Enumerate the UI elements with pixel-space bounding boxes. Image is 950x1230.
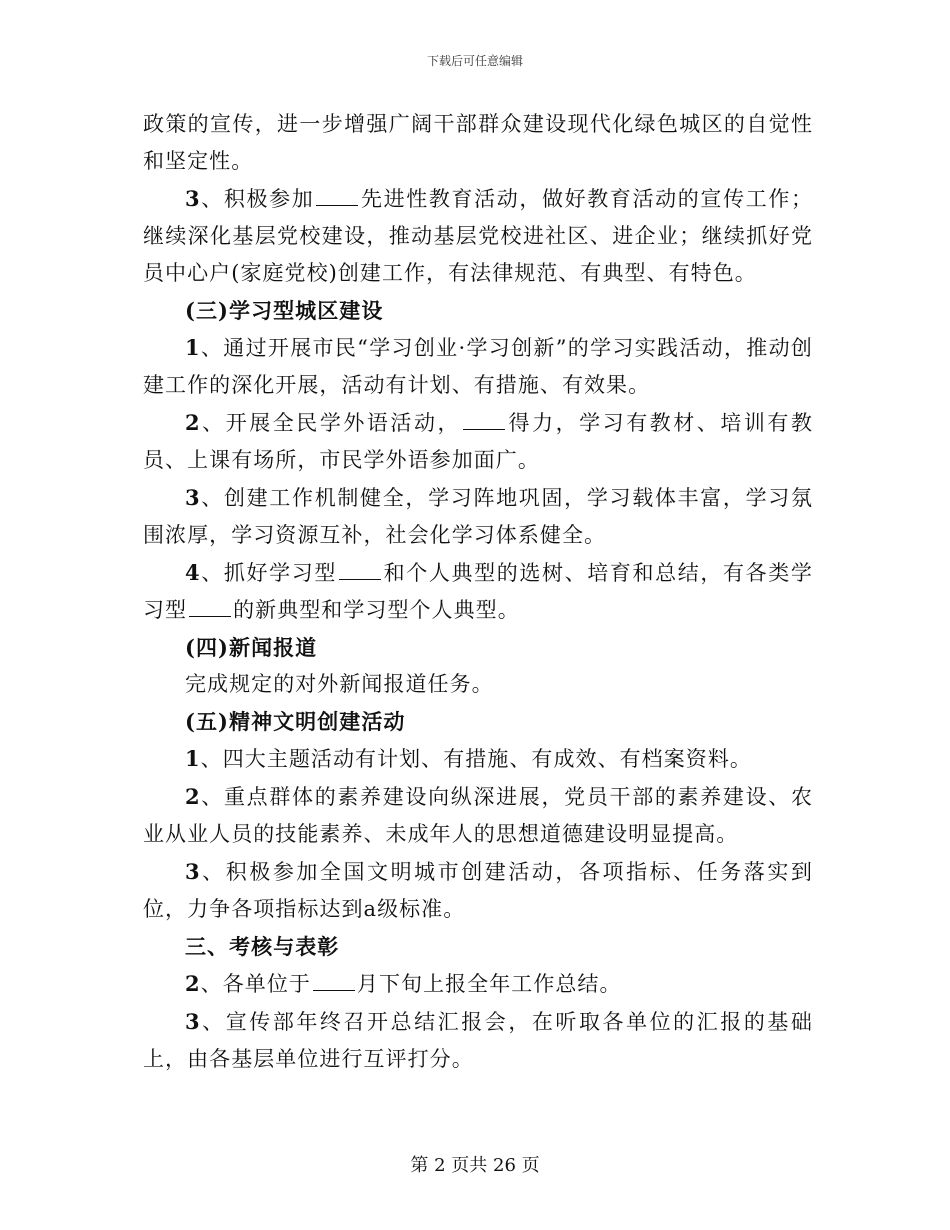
item-number: 2 [185,971,201,996]
page-number-footer: 第 2 页共 26 页 [410,1155,540,1176]
paragraph-text: 、重点群体的素养建设向纵深进展，党员干部的素养建设、农业从业人员的技能素养、未成年人的思想道德建设明显提高。 [143,785,813,846]
paragraph-text: 、通过开展市民“学习创业·学习创新”的学习实践活动，推动创建工作的深化开展，活动有计划、有措施、有效果。 [143,336,813,397]
paragraph-text: 、积极参加 [200,187,315,211]
paragraph-text: 、创建工作机制健全，学习阵地巩固，学习载体丰富，学习氛围浓厚，学习资源互补，社会化学习体系健全。 [143,486,813,547]
paragraph-news-task: 完成规定的对外新闻报道任务。 [185,672,494,696]
paragraph-advanced-education [143,180,813,292]
document-body [143,106,813,1078]
fill-in-blank [316,189,358,206]
item-number: 3 [185,186,201,211]
paragraph-text: 月下旬上报全年工作总结。 [356,972,622,996]
paragraph-civilized-city [143,853,813,928]
item-number: 4 [185,560,201,585]
section-heading-assessment: 三、考核与表彰 [185,934,340,959]
paragraph-learning-activity [143,329,813,404]
paragraph-text: 、宣传部年终召开总结汇报会，在听取各单位的汇报的基础上，由各基层单位进行互评打分。 [143,1010,813,1071]
paragraph-text: 和个人典型的选树、培育和总结，有各类学习型 [143,561,813,622]
paragraph-text: 得力，学习有教材、培训有教员、上课有场所，市民学外语参加面广。 [143,411,813,472]
fill-in-blank [463,413,505,430]
item-number: 2 [185,410,201,435]
item-number: 3 [185,1009,201,1034]
section-heading-learning-city: (三)学习型城区建设 [185,298,384,323]
page-header-note: 下载后可任意编辑 [426,54,523,68]
paragraph-key-groups [143,778,813,853]
paragraph-annual-summary [143,965,813,1003]
paragraph-text: 、积极参加全国文明城市创建活动，各项指标、任务落实到位，力争各项指标达到a级标准。 [143,860,813,921]
paragraph-foreign-language [143,404,813,479]
paragraph-work-mechanism [143,479,813,554]
fill-in-blank [189,600,231,617]
paragraph-policy-promotion: 政策的宣传，进一步增强广阔干部群众建设现代化绿色城区的自觉性和坚定性。 [143,112,813,173]
paragraph-typical-models [143,554,813,629]
item-number: 2 [185,784,201,809]
paragraph-text: 、抓好学习型 [200,561,338,585]
item-number: 1 [185,746,201,771]
fill-in-blank [339,563,381,580]
paragraph-text: 、开展全民学外语活动， [200,411,462,435]
paragraph-text: 先进性教育活动，做好教育活动的宣传工作；继续深化基层党校建设，推动基层党校进社区、进企业；继续抓好党员中心户(家庭党校)创建工作，有法律规范、有典型、有特色。 [143,187,814,285]
item-number: 1 [185,335,201,360]
paragraph-four-themes [143,740,813,778]
paragraph-text: 、四大主题活动有计划、有措施、有成效、有档案资料。 [200,747,752,771]
paragraph-year-end-meeting [143,1003,813,1078]
section-heading-news: (四)新闻报道 [185,635,318,660]
item-number: 3 [185,485,201,510]
section-heading-civilization: (五)精神文明创建活动 [185,709,406,734]
item-number: 3 [185,859,201,884]
paragraph-text: 、各单位于 [200,972,311,996]
paragraph-text: 的新典型和学习型个人典型。 [233,598,520,622]
fill-in-blank [313,974,355,991]
